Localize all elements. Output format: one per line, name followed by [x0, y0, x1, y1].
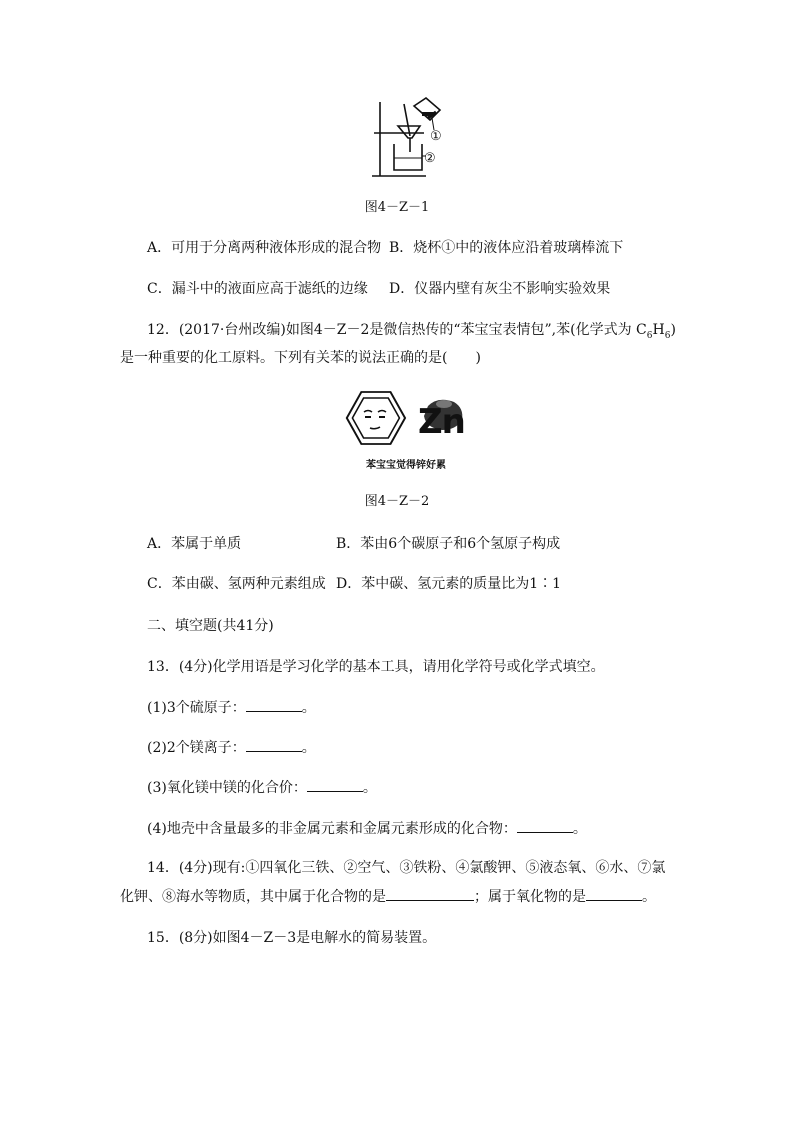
q12-stem-line2: 是一种重要的化工原料。下列有关苯的说法正确的是( )	[120, 350, 481, 366]
q15-stem: 15．(8分)如图4－Z－3是电解水的简易装置。	[147, 930, 437, 946]
q12-stem-line1: 12．(2017·台州改编)如图4－Z－2是微信热传的“苯宝宝表情包”,苯(化学式为 $C_6H_6$)	[147, 322, 676, 341]
q12-option-d: D．苯中碳、氢元素的质量比为1∶1	[336, 576, 562, 592]
figure-filtration-apparatus	[370, 96, 450, 178]
q14-line1: 14．(4分)现有:①四氧化三铁、②空气、③铁粉、④氯酸钾、⑤液态氧、⑥水、⑦氯	[147, 860, 666, 876]
answer-blank-compounds[interactable]	[386, 886, 474, 901]
section2-title: 二、填空题(共41分)	[147, 618, 274, 634]
q12-option-a: A．苯属于单质	[147, 536, 242, 552]
answer-blank[interactable]	[307, 777, 363, 792]
figure-benzene-emoji	[340, 388, 470, 474]
q13-part2: (2)2个镁离子： 。	[147, 737, 316, 758]
q13-part3: (3)氧化镁中镁的化合价： 。	[147, 777, 377, 798]
figure1-caption: 图4－Z－1	[364, 200, 430, 215]
figure-label-1: ①	[430, 129, 442, 144]
answer-blank[interactable]	[246, 737, 302, 752]
answer-blank-oxides[interactable]	[586, 886, 642, 901]
answer-blank[interactable]	[517, 818, 573, 833]
q11-option-c: C．漏斗中的液面应高于滤纸的边缘	[147, 281, 368, 297]
figure2-caption: 图4－Z－2	[364, 494, 430, 509]
q13-part4: (4)地壳中含量最多的非金属元素和金属元素形成的化合物： 。	[147, 818, 587, 839]
figure-label-2: ②	[424, 151, 436, 166]
figure2-banner: 苯宝宝觉得锌好累	[366, 460, 446, 471]
q12-option-b: B．苯由6个碳原子和6个氢原子构成	[336, 536, 561, 552]
q11-option-a: A．可用于分离两种液体形成的混合物	[147, 240, 382, 256]
q13-stem: 13．(4分)化学用语是学习化学的基本工具，请用化学符号或化学式填空。	[147, 659, 605, 675]
answer-blank[interactable]	[246, 697, 302, 712]
q14-line2: 化钾、⑧海水等物质，其中属于化合物的是 ；属于氧化物的是 。	[120, 886, 656, 907]
q12-option-c: C．苯由碳、氢两种元素组成	[147, 576, 326, 592]
q11-option-b: B．烧杯①中的液体应沿着玻璃棒流下	[389, 240, 624, 256]
q13-part1: (1)3个硫原子： 。	[147, 697, 316, 718]
zn-logo-text: Zn	[418, 402, 465, 442]
q11-option-d: D．仪器内壁有灰尘不影响实验效果	[389, 281, 611, 297]
